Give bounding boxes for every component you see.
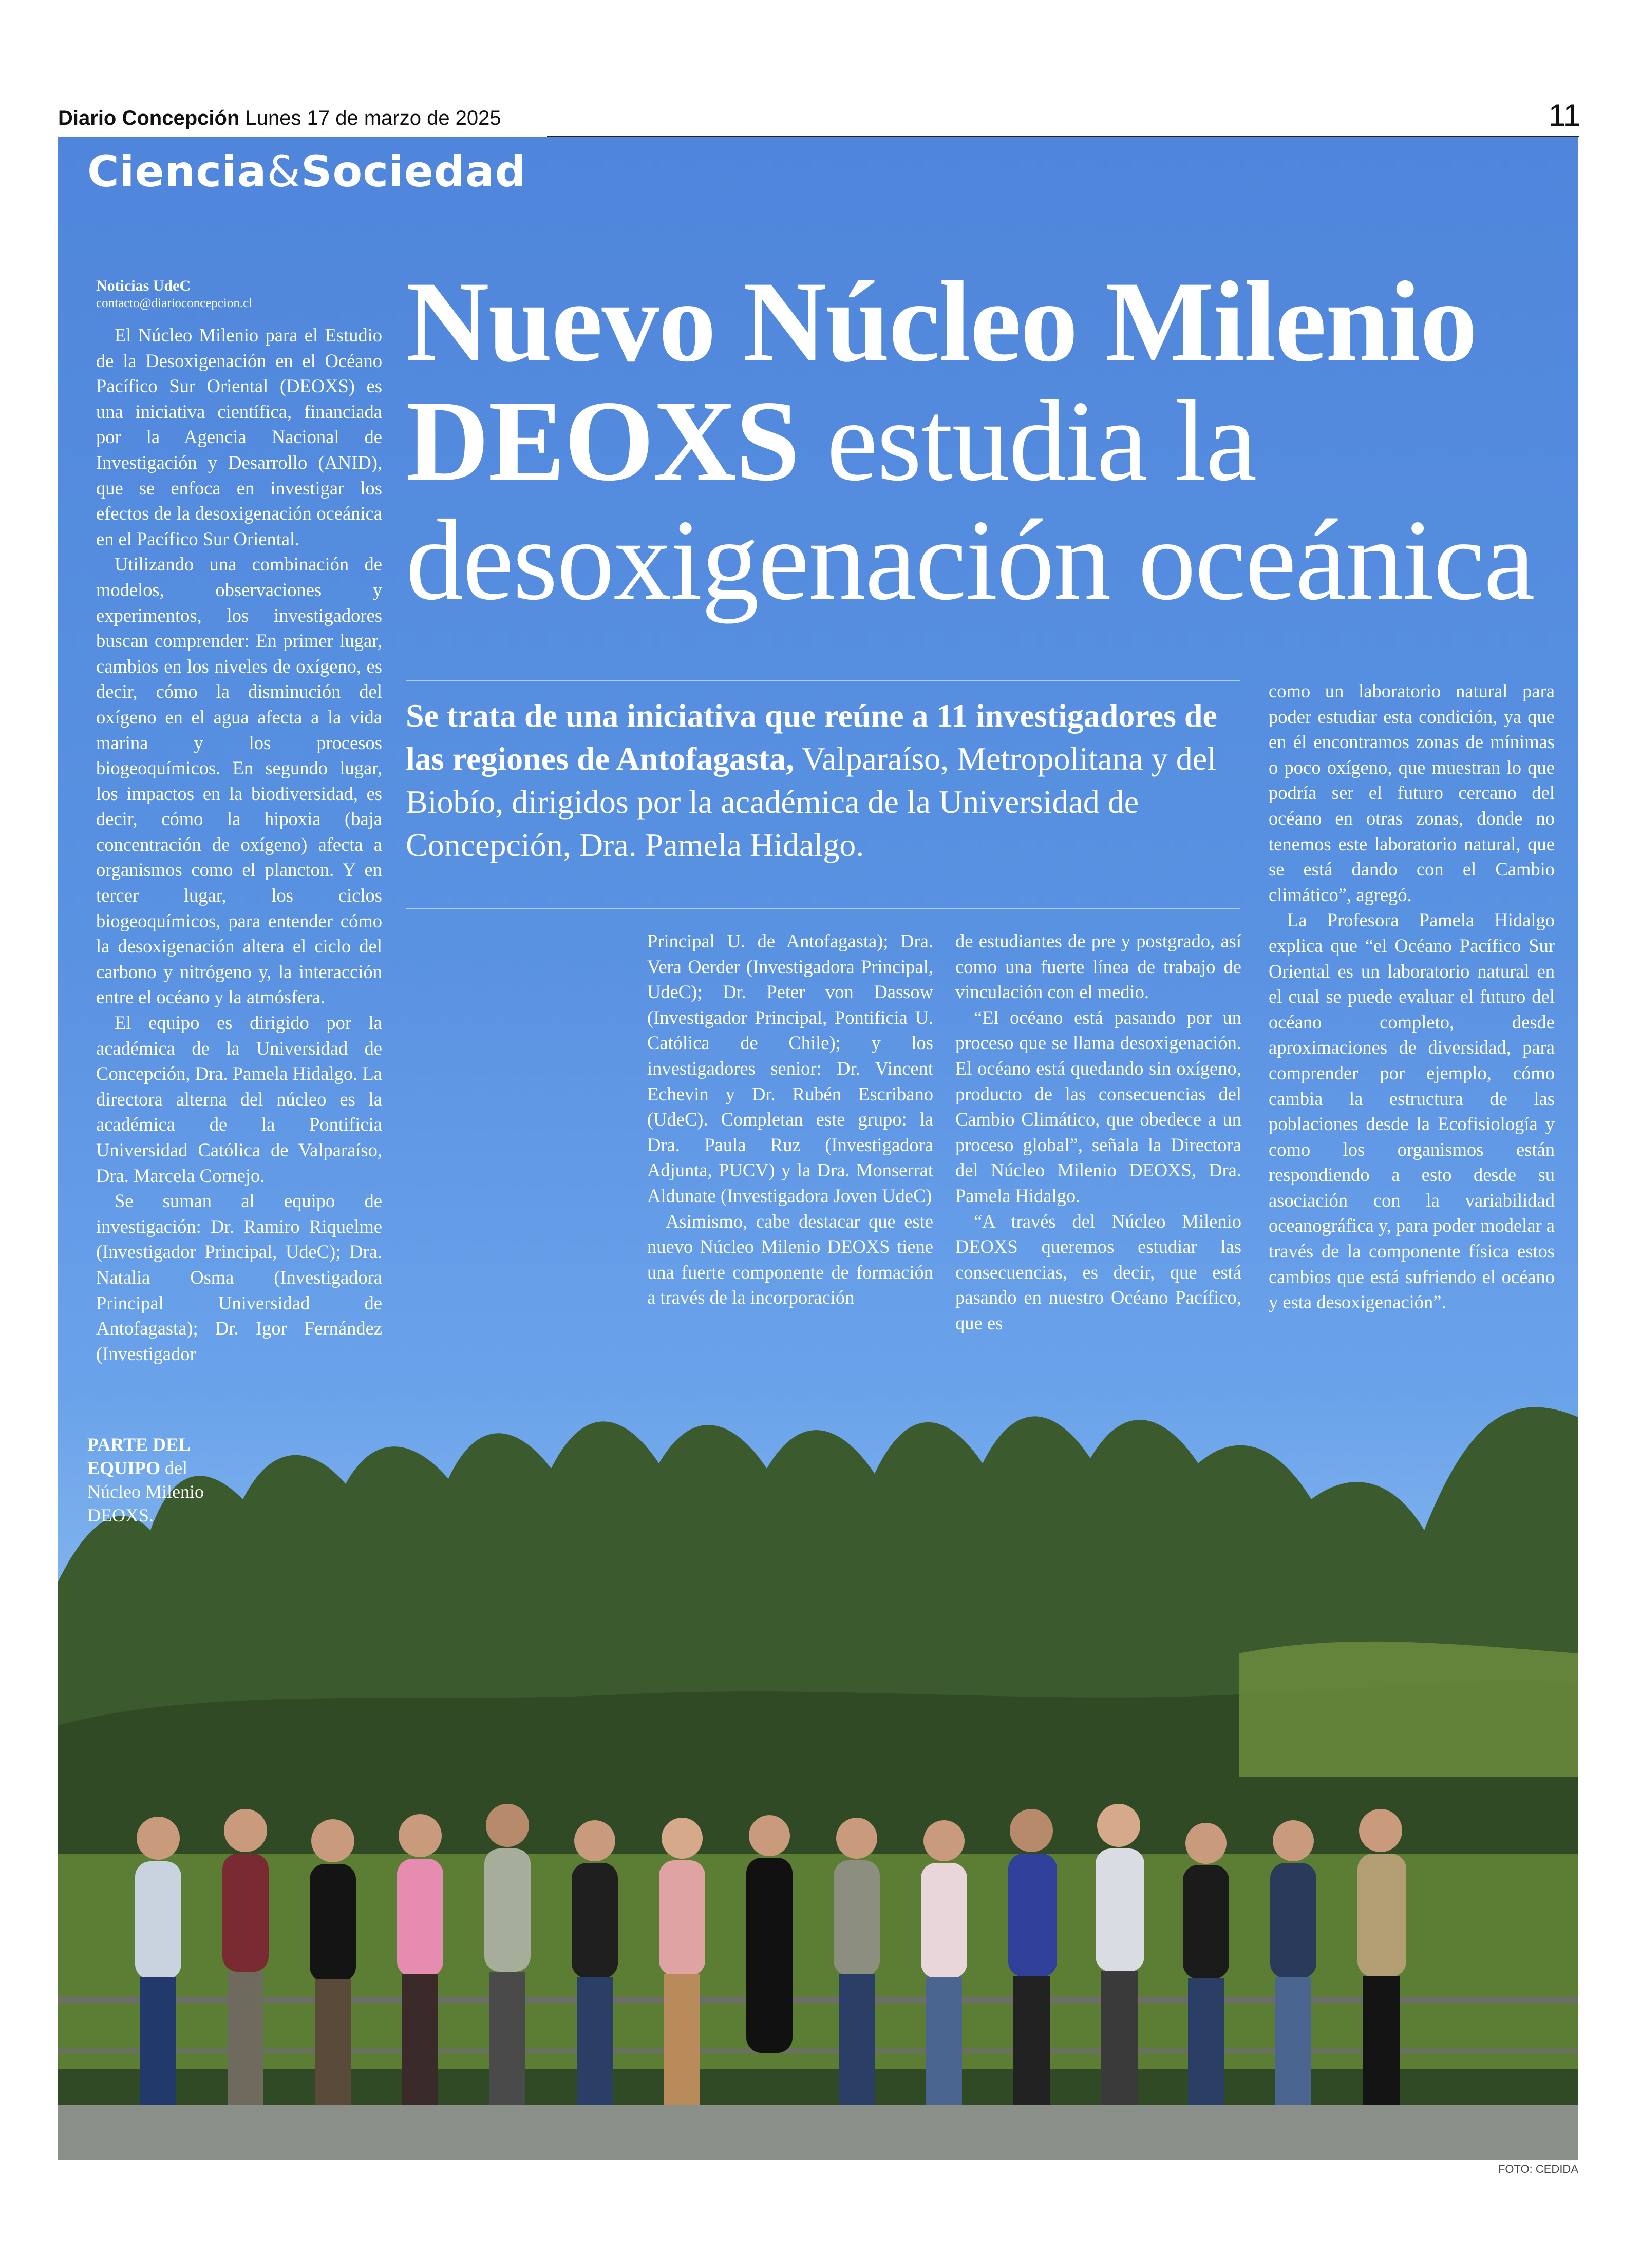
caption-rest: del Núcleo Milenio DEOXS. bbox=[87, 1458, 204, 1526]
byline-source: Noticias UdeC bbox=[96, 277, 191, 294]
deck-rest: Valparaíso, Metropolitana y del Biobío, dirigidos por la académica de la Universidad de Concepción, Dra. Pamela Hidalgo. bbox=[406, 740, 1216, 863]
paragraph: La Profesora Pamela Hidalgo explica que “el Océano Pacífico Sur Oriental es un laboratorio natural en el cual se puede evaluar el futuro del océano completo, desde aproximaciones de diversidad, para comprender por ejemplo, cómo cambia la estructura de las poblaciones desde la Ecofisiología y como los organismos están respondiendo a esto desde su asociación con la variabilidad oceanográfica y, para poder modelar a través de la componente física estos cambios que está sufriendo el océano y esta desoxigenación”. bbox=[1269, 909, 1555, 1313]
paragraph: Principal U. de Antofagasta); Dra. Vera Oerder (Investigadora Principal, UdeC); Dr. Peter von Dassow (Investigador Principal, Pontificia U. Católica de Chile); y los investigadores senior: Dr. Vincent Echevin y Dr. Rubén Escribano (UdeC). Completan este grupo: la Dra. Paula Ruz (Investigadora Adjunta, PUCV) y la Dra. Monserrat Aldunate (Investigadora Joven UdeC) bbox=[647, 930, 933, 1206]
section-name-right: Sociedad bbox=[301, 146, 526, 197]
deck bbox=[406, 694, 1243, 867]
paragraph: Se suman al equipo de investigación: Dr. Ramiro Riquelme (Investigador Principal, UdeC); Dra. Natalia Osma (Investigadora Principal Universidad de Antofagasta); Dr. Igor Fernández (Investigador bbox=[96, 1190, 382, 1364]
paragraph: “El océano está pasando por un proceso que se llama desoxigenación. El océano está quedando sin oxígeno, producto de las consecuencias del Cambio Climático, que obedece a un proceso global”, señala la Directora del Núcleo Milenio DEOXS, Dra. Pamela Hidalgo. bbox=[955, 1006, 1241, 1206]
issue-date: Lunes 17 de marzo de 2025 bbox=[245, 107, 501, 129]
headline-line-3: desoxigenación oceánica bbox=[406, 495, 1534, 624]
headline bbox=[406, 257, 1572, 624]
photo-credit: FOTO: CEDIDA bbox=[1498, 2163, 1578, 2176]
deck-bold: Se trata de una iniciativa que reúne a 11 investigadores de las regiones de Antofagasta, bbox=[406, 697, 1217, 777]
section-ampersand: & bbox=[267, 146, 301, 197]
section-name-left: Ciencia bbox=[87, 146, 267, 197]
publication-header bbox=[58, 107, 501, 130]
body-column-3 bbox=[955, 928, 1241, 1336]
body-column-2 bbox=[647, 928, 933, 1310]
photo-caption bbox=[87, 1433, 241, 1527]
byline bbox=[96, 277, 384, 312]
paragraph: Asimismo, cabe destacar que este nuevo Núcleo Milenio DEOXS tiene una fuerte componente de formación a través de la incorporación bbox=[647, 1210, 933, 1308]
byline-email[interactable]: contacto@diarioconcepcion.cl bbox=[96, 296, 253, 310]
railing-bar bbox=[58, 1997, 1578, 2003]
ground bbox=[58, 2105, 1578, 2160]
railing-bar bbox=[58, 2049, 1578, 2053]
paragraph: El equipo es dirigido por la académica de la Universidad de Concepción, Dra. Pamela Hidalgo. La directora alterna del núcleo es la académica de la Pontificia Universidad Católica de Valparaíso, Dra. Marcela Cornejo. bbox=[96, 1012, 382, 1186]
page-number: 11 bbox=[1548, 98, 1580, 132]
section-name bbox=[87, 146, 526, 197]
paragraph: de estudiantes de pre y postgrado, así como una fuerte línea de trabajo de vinculación con el medio. bbox=[955, 930, 1241, 1003]
deck-rule-top bbox=[406, 680, 1240, 681]
paragraph: El Núcleo Milenio para el Estudio de la Desoxigenación en el Océano Pacífico Sur Oriental (DEOXS) es una iniciativa científica, financiada por la Agencia Nacional de Investigación y Desarrollo (ANID), que se enfoca en investigar los efectos de la desoxigenación oceánica en el Pacífico Sur Oriental. bbox=[96, 325, 382, 549]
caption-bold: PARTE DEL EQUIPO bbox=[87, 1434, 190, 1478]
headline-line-1: Nuevo Núcleo Milenio bbox=[406, 257, 1477, 386]
publication-name: Diario Concepción bbox=[58, 107, 240, 129]
deck-rule-bottom bbox=[406, 908, 1240, 909]
headline-line-2 bbox=[406, 376, 1572, 505]
paragraph: Utilizando una combinación de modelos, observaciones y experimentos, los investigadores buscan comprender: En primer lugar, cambios en los niveles de oxígeno, es decir, cómo la disminución del oxígeno en el agua afecta a la vida marina y los procesos biogeoquímicos. En segundo lugar, los impactos en la biodiversidad, es decir, cómo la hipoxia (baja concentración de oxígeno) afecta a organismos como el plancton. Y en tercer lugar, los ciclos biogeoquímicos, para entender cómo la desoxigenación altera el ciclo del carbono y nitrógeno y, la interacción entre el océano y la atmósfera. bbox=[96, 554, 382, 1008]
headline-line-2-rest: estudia la bbox=[799, 376, 1256, 505]
hill bbox=[1239, 1642, 1578, 1777]
body-column-1 bbox=[96, 322, 382, 1366]
shrubs bbox=[58, 1854, 1578, 2069]
headline-deoxs: DEOXS bbox=[406, 376, 799, 505]
paragraph: “A través del Núcleo Milenio DEOXS queremos estudiar las consecuencias, es decir, que está pasando en nuestro Océano Pacífico, que es bbox=[955, 1210, 1241, 1333]
group-photo bbox=[58, 1366, 1578, 2160]
paragraph: como un laboratorio natural para poder estudiar esta condición, ya que en él encontramos zonas de mínimas o poco oxígeno, que muestran lo que podría ser el futuro cercano del océano en otras zonas, donde no tenemos este laboratorio natural, que se está dando con el Cambio climático”, agregó. bbox=[1269, 680, 1555, 905]
body-column-4 bbox=[1269, 678, 1555, 1315]
